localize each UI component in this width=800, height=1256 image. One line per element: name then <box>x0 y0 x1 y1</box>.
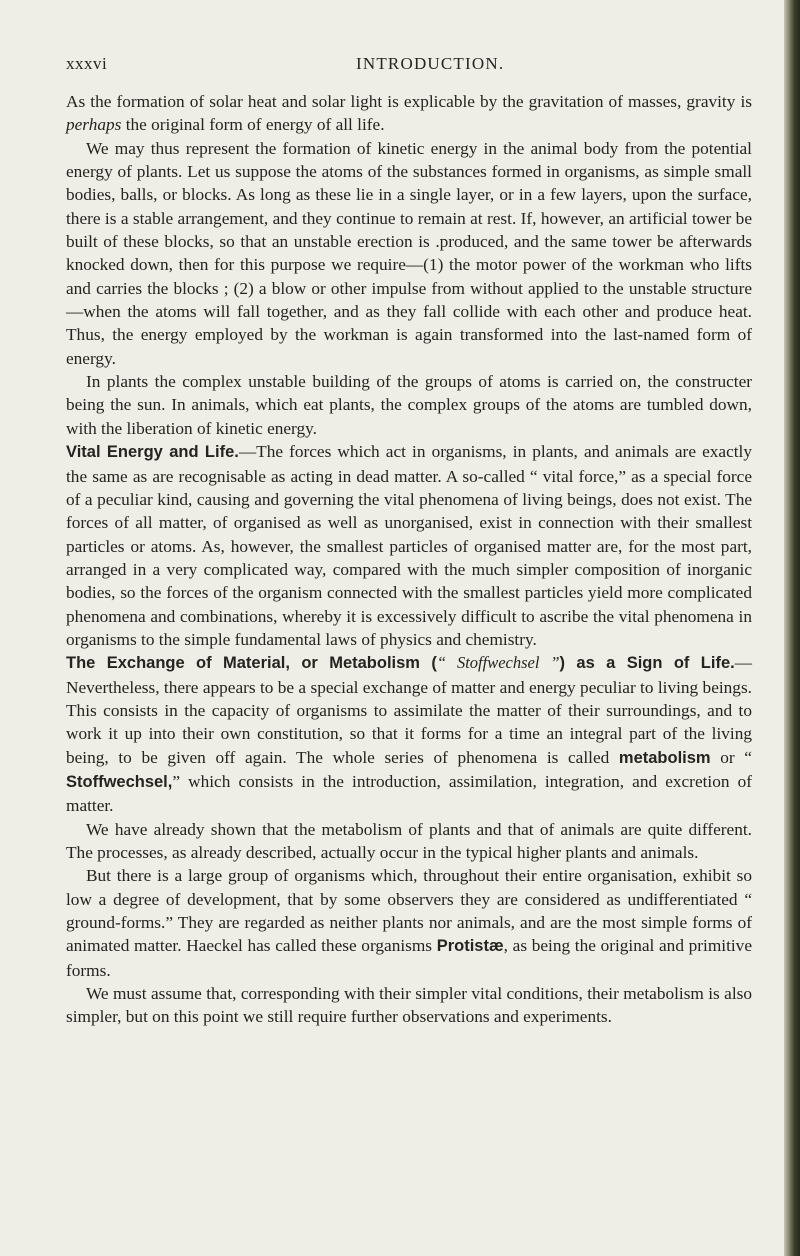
paragraph-vital-energy <box>66 440 752 651</box>
paragraph-metabolism <box>66 651 752 817</box>
paragraph-simpler-conditions: We must assume that, corresponding with their simpler vital conditions, their metabolism is also simpler, but on this point we still require further observations and experiments. <box>66 984 752 1027</box>
keyword-metabolism: metabolism <box>618 748 711 767</box>
text-span: The Exchange of Material, or Metabolism ( <box>66 654 437 673</box>
keyword-protistae: Protistæ <box>436 937 504 956</box>
text-span: —Nevertheless, there appears to be a special exchange of matter and energy peculiar to living beings. This consists in the capacity of organisms to assimilate the matter of their surroundings, and to work it up into their own constitution, so that it forms for a time an integral part of the living being, to be given off again. The whole series of phenomena is called <box>66 653 752 767</box>
running-head: INTRODUCTION. <box>356 54 505 73</box>
page-header <box>66 54 752 78</box>
emphasis: “ Stoffwechsel ” <box>436 653 560 673</box>
text-span: the original form of energy of all life. <box>121 115 385 135</box>
book-spine-edge <box>784 0 800 1256</box>
section-heading-metabolism <box>66 654 735 672</box>
paragraph-kinetic-energy: We may thus represent the formation of kinetic energy in the animal body from the potential energy of plants. Let us suppose the atoms of the substances formed in organisms, as simple small bodies, balls, or blocks. As long as these lie in a single layer, or in a few layers, upon the surface, there is a stable arrangement, and they continue to remain at rest. If, however, an artificial tower be built of these blocks, so that an unstable erection is .produced, and the same tower be afterwards knocked down, then for this purpose we require—(1) the motor power of the workman who lifts and carries the blocks ; (2) a blow or other impulse from without applied to the unstable structure—when the atoms will fall together, and as they fall collide with each other and produce heat. Thus, the energy employed by the workman is again transformed into the last-named form of energy. <box>66 138 752 368</box>
text-span: But there is a large group of organisms which, throughout their entire organisation, exhibit so low a degree of development, that by some observers they are considered as undifferentiated “ ground-forms.” They are regarded as neither plants nor animals, and are the most simple forms of animated matter. Haeckel has called these organisms <box>66 866 752 956</box>
paragraph-gravity <box>66 90 752 137</box>
paragraph-protistae <box>66 864 752 982</box>
text-span: ” which consists in the introduction, assimilation, integration, and excretion of matter. <box>66 771 752 816</box>
body-text <box>66 90 752 1029</box>
page-number: xxxvi <box>66 54 108 73</box>
section-heading-vital-energy: Vital Energy and Life. <box>66 443 239 462</box>
text-span: As the formation of solar heat and solar light is explicable by the gravitation of masses, gravity is <box>66 92 752 111</box>
paragraph-metabolism-differs: We have already shown that the metabolism of plants and that of animals are quite different. The processes, as already described, actually occur in the typical higher plants and animals. <box>66 819 752 862</box>
text-span: , as being the original and primitive forms. <box>66 936 752 980</box>
paragraph-plants-animals: In plants the complex unstable building of the groups of atoms is carried on, the constructer being the sun. In animals, which eat plants, the complex groups of the atoms are tumbled down, with the liberation of kinetic energy. <box>66 372 752 438</box>
keyword-stoffwechsel: Stoffwechsel, <box>66 772 173 791</box>
text-span: —The forces which act in organisms, in plants, and animals are exactly the same as are recognisable as acting in dead matter. A so-called “ vital force,” as a special force of a peculiar kind, causing and governing the vital phenomena of living beings, does not exist. The forces of all matter, of organised as well as unorganised, exist in connection with their smallest particles or atoms. As, however, the smallest particles of organised matter are, for the most part, arranged in a very complicated way, compared with the much simpler composition of inorganic bodies, so the forces of the organism connected with the smallest particles yield more complicated phenomena and combinations, whereby it is excessively difficult to ascribe the vital phenomena in organisms to the simple fundamental laws of physics and chemistry. <box>66 442 752 649</box>
text-span: or “ <box>710 747 752 767</box>
text-span: ) as a Sign of Life. <box>559 654 735 673</box>
emphasis: perhaps <box>66 115 122 135</box>
